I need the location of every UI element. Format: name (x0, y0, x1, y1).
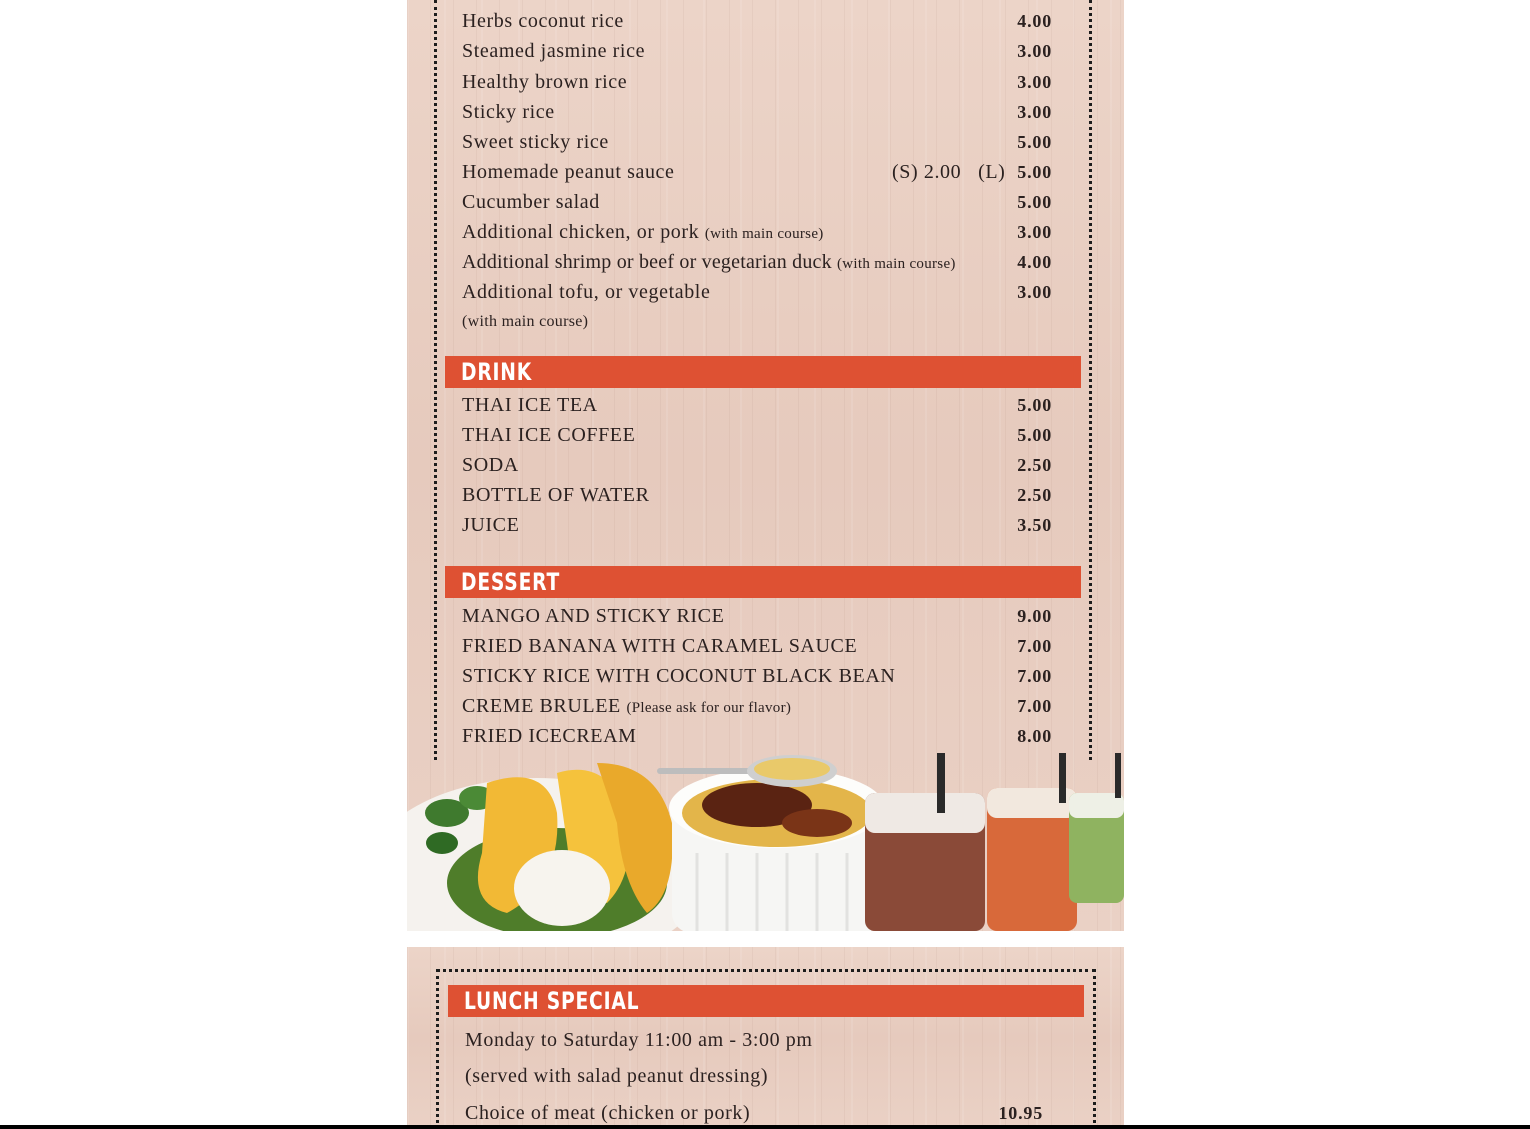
menu-item (462, 221, 1052, 247)
item-price: 3.00 (1017, 41, 1052, 61)
menu-item (462, 101, 1052, 127)
item-price: 5.00 (1017, 162, 1052, 182)
item-price: 2.50 (1017, 485, 1052, 505)
menu-item (462, 725, 1052, 751)
item-name: Additional shrimp or beef or vegetarian duck (462, 251, 832, 273)
item-name-group (462, 221, 824, 244)
item-name: STICKY RICE WITH COCONUT BLACK BEAN (462, 665, 896, 687)
item-name: Healthy brown rice (462, 71, 628, 93)
item-price: 3.00 (1017, 72, 1052, 92)
item-name: Additional chicken, or pork (462, 221, 700, 243)
menu-page-top (407, 0, 1124, 931)
item-name: Cucumber salad (462, 191, 600, 213)
menu-item (462, 251, 1052, 277)
section-header-lunch-special (448, 985, 1084, 1017)
menu-item (462, 191, 1052, 217)
item-name: SODA (462, 454, 519, 476)
item-price: 4.00 (1017, 11, 1052, 31)
item-price: 10.95 (998, 1103, 1043, 1123)
menu-item (462, 665, 1052, 691)
menu-item (462, 10, 1052, 36)
item-price: 7.00 (1017, 696, 1052, 716)
item-price: 7.00 (1017, 666, 1052, 686)
menu-item-note-line (462, 313, 1052, 339)
size-small-price: (S) 2.00 (892, 161, 962, 183)
lunch-served-note (465, 1065, 1055, 1091)
item-name-group (462, 695, 791, 718)
item-price: 4.00 (1017, 252, 1052, 272)
section-title: LUNCH SPECIAL (464, 987, 640, 1015)
menu-page-bottom (407, 947, 1124, 1129)
item-size-prices (892, 161, 1005, 184)
section-header-drink (445, 356, 1081, 388)
item-name: FRIED ICECREAM (462, 725, 637, 747)
item-price: 3.50 (1017, 515, 1052, 535)
menu-item (462, 424, 1052, 450)
item-note: (with main course) (704, 226, 824, 242)
item-price: 3.00 (1017, 282, 1052, 302)
item-note: (Please ask for our flavor) (626, 700, 792, 716)
dotted-border-top (436, 969, 1096, 972)
section-header-dessert (445, 566, 1081, 598)
item-name: Sweet sticky rice (462, 131, 609, 153)
item-price: 5.00 (1017, 425, 1052, 445)
menu-item (462, 71, 1052, 97)
item-name: BOTTLE OF WATER (462, 484, 650, 506)
item-name-group (462, 251, 956, 274)
item-note: (with main course) (837, 256, 956, 272)
menu-item (462, 131, 1052, 157)
item-price: 5.00 (1017, 192, 1052, 212)
item-name: Herbs coconut rice (462, 10, 624, 32)
item-name: Steamed jasmine rice (462, 40, 646, 62)
item-price: 3.00 (1017, 102, 1052, 122)
item-price: 5.00 (1017, 132, 1052, 152)
item-name: THAI ICE COFFEE (462, 424, 636, 446)
item-note: (with main course) (462, 313, 589, 330)
section-title: DRINK (461, 358, 532, 386)
menu-item (462, 40, 1052, 66)
item-price: 8.00 (1017, 726, 1052, 746)
dotted-border-left (436, 969, 439, 1129)
item-name: FRIED BANANA WITH CARAMEL SAUCE (462, 635, 858, 657)
menu-item (462, 635, 1052, 661)
item-name: Sticky rice (462, 101, 555, 123)
item-price: 2.50 (1017, 455, 1052, 475)
menu-item (462, 394, 1052, 420)
dotted-border-right (1093, 969, 1096, 1129)
item-price: 5.00 (1017, 395, 1052, 415)
item-name: Homemade peanut sauce (462, 161, 675, 183)
menu-item (462, 695, 1052, 721)
item-name: MANGO AND STICKY RICE (462, 605, 725, 627)
menu-item (462, 605, 1052, 631)
section-title: DESSERT (461, 568, 561, 596)
bottom-edge-bar (0, 1125, 1530, 1129)
menu-item (462, 514, 1052, 540)
dotted-border-right (1089, 0, 1092, 760)
item-name: Additional tofu, or vegetable (462, 281, 711, 303)
dessert-drinks-photo (407, 753, 1124, 931)
item-price: 7.00 (1017, 636, 1052, 656)
food-illustration (407, 753, 1124, 931)
item-name: Choice of meat (chicken or pork) (465, 1102, 751, 1124)
dotted-border-left (434, 0, 437, 760)
menu-item (462, 484, 1052, 510)
lunch-hours (465, 1029, 1055, 1055)
size-large-label: (L) (978, 161, 1006, 183)
lunch-hours-text: Monday to Saturday 11:00 am - 3:00 pm (465, 1029, 813, 1051)
menu-item (462, 161, 1052, 187)
item-name: CREME BRULEE (462, 695, 621, 717)
item-price: 9.00 (1017, 606, 1052, 626)
menu-item (462, 454, 1052, 480)
item-name: JUICE (462, 514, 520, 536)
item-price: 3.00 (1017, 222, 1052, 242)
lunch-served-text: (served with salad peanut dressing) (465, 1065, 769, 1087)
menu-item (462, 281, 1052, 307)
item-name: THAI ICE TEA (462, 394, 598, 416)
